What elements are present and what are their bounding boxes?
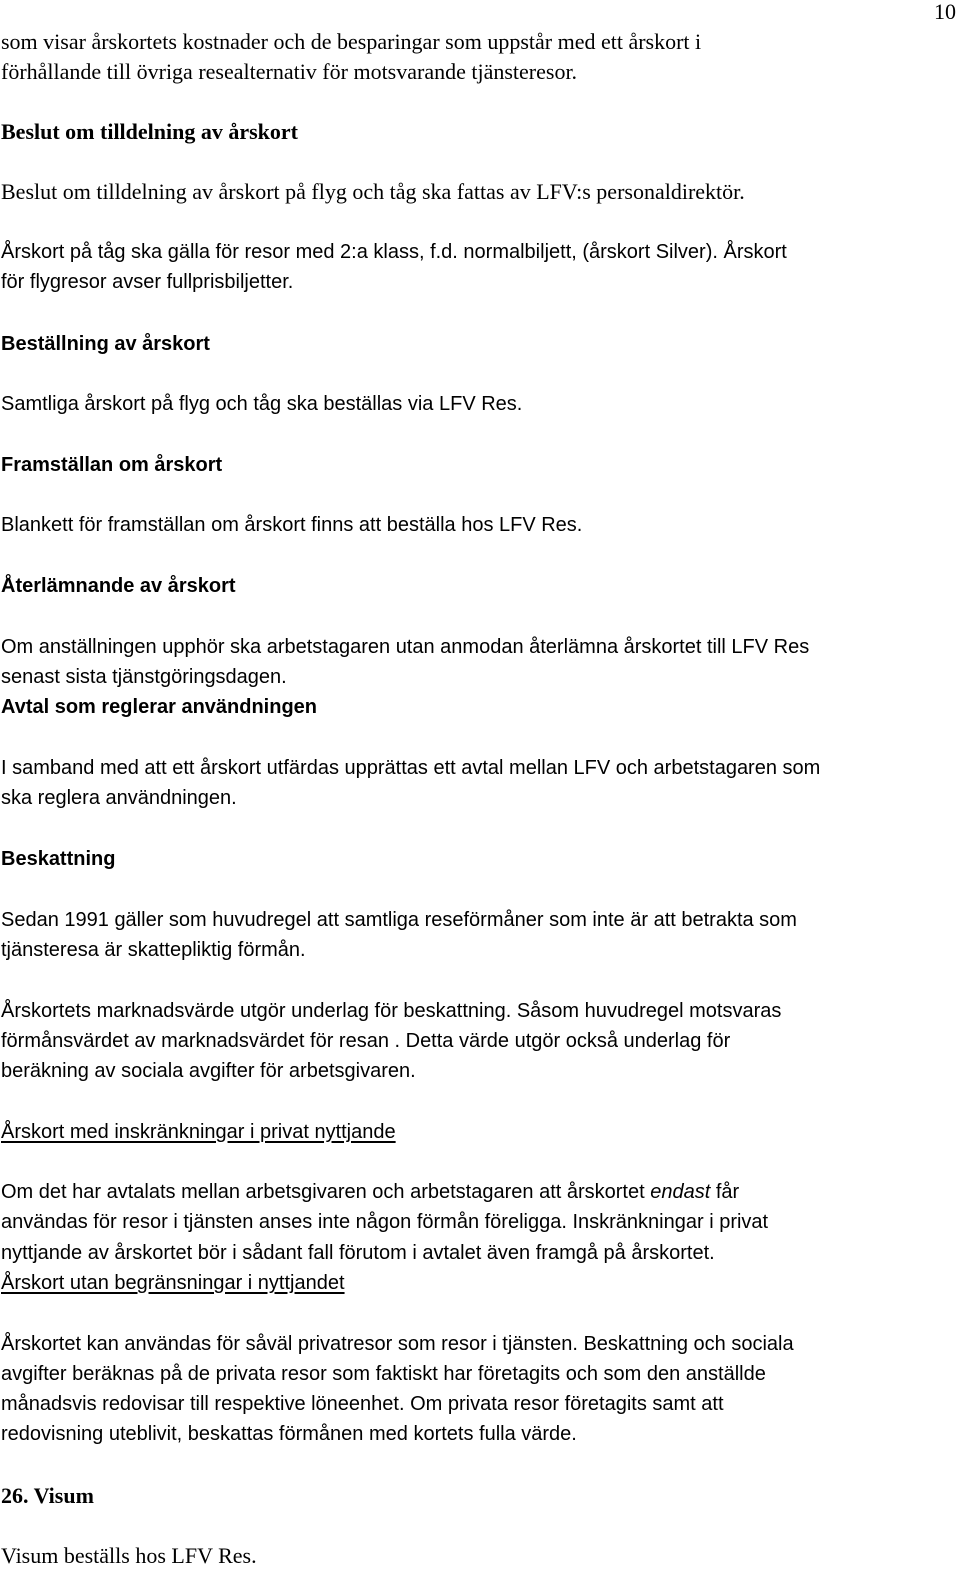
beskattning-paragraph-2-line-3: beräkning av sociala avgifter för arbetsgivaren.	[1, 1060, 416, 1082]
section-heading-visum: 26. Visum	[1, 1483, 94, 1508]
section-heading-beslut: Beslut om tilldelning av årskort	[1, 119, 299, 144]
utan-begransningar-paragraph-line-1: Årskortet kan användas för såväl privatresor som resor i tjänsten. Beskattning och sociala	[1, 1333, 794, 1355]
utan-begransningar-paragraph-line-3: månadsvis redovisar till respektive löneenhet. Om privata resor företagits samt att	[1, 1393, 724, 1415]
inskrankningar-paragraph-line-3: nyttjande av årskortet bör i sådant fall förutom i avtalet även framgå på årskortet.	[1, 1242, 715, 1264]
section-heading-avtal: Avtal som reglerar användningen	[1, 696, 318, 718]
inskrankningar-text-b: får	[710, 1181, 740, 1203]
emphasis-endast: endast	[650, 1181, 711, 1203]
inskrankningar-paragraph-line-2: användas för resor i tjänsten anses inte någon förmån föreligga. Inskränkningar i privat	[1, 1211, 769, 1233]
section-heading-beskattning: Beskattning	[1, 848, 116, 870]
avtal-paragraph-line-2: ska reglera användningen.	[1, 787, 237, 809]
section-heading-aterlamnande: Återlämnande av årskort	[1, 575, 236, 597]
page-number: 10	[934, 0, 956, 24]
section-heading-utan-begransningar: Årskort utan begränsningar i nyttjandet	[1, 1272, 345, 1294]
beslut-paragraph-2-line-1: Årskort på tåg ska gälla för resor med 2:a klass, f.d. normalbiljett, (årskort Silver). Årskort	[1, 241, 787, 263]
section-heading-bestallning: Beställning av årskort	[1, 333, 210, 355]
beskattning-paragraph-1-line-2: tjänsteresa är skattepliktig förmån.	[1, 939, 306, 961]
section-heading-framstallan: Framställan om årskort	[1, 454, 223, 476]
beskattning-paragraph-2-line-2: förmånsvärdet av marknadsvärdet för resan . Detta värde utgör också underlag för	[1, 1030, 731, 1052]
beskattning-paragraph-1-line-1: Sedan 1991 gäller som huvudregel att samtliga reseförmåner som inte är att betrakta som	[1, 909, 797, 931]
utan-begransningar-paragraph-line-2: avgifter beräknas på de privata resor som faktiskt har företagits och som den anställde	[1, 1363, 766, 1385]
inskrankningar-paragraph-line-1	[1, 1177, 739, 1207]
beslut-paragraph: Beslut om tilldelning av årskort på flyg och tåg ska fattas av LFV:s personaldirektör.	[1, 179, 745, 204]
intro-line-1: som visar årskortets kostnader och de besparingar som uppstår med ett årskort i	[1, 29, 702, 54]
avtal-paragraph-line-1: I samband med att ett årskort utfärdas upprättas ett avtal mellan LFV och arbetstagaren som	[1, 757, 821, 779]
aterlamnande-paragraph-line-1: Om anställningen upphör ska arbetstagaren utan anmodan återlämna årskortet till LFV Res	[1, 636, 810, 658]
visum-paragraph: Visum beställs hos LFV Res.	[1, 1543, 257, 1568]
utan-begransningar-paragraph-line-4: redovisning uteblivit, beskattas förmånen med kortets fulla värde.	[1, 1423, 577, 1445]
intro-line-2: förhållande till övriga resealternativ för motsvarande tjänsteresor.	[1, 59, 578, 84]
beslut-paragraph-2-line-2: för flygresor avser fullprisbiljetter.	[1, 271, 294, 293]
aterlamnande-paragraph-line-2: senast sista tjänstgöringsdagen.	[1, 666, 287, 688]
inskrankningar-text-a: Om det har avtalats mellan arbetsgivaren och arbetstagaren att årskortet	[1, 1181, 651, 1203]
framstallan-paragraph: Blankett för framställan om årskort finns att beställa hos LFV Res.	[1, 514, 583, 536]
bestallning-paragraph: Samtliga årskort på flyg och tåg ska beställas via LFV Res.	[1, 393, 523, 415]
beskattning-paragraph-2-line-1: Årskortets marknadsvärde utgör underlag för beskattning. Såsom huvudregel motsvaras	[1, 1000, 782, 1022]
section-heading-inskrankningar: Årskort med inskränkningar i privat nyttjande	[1, 1121, 396, 1143]
